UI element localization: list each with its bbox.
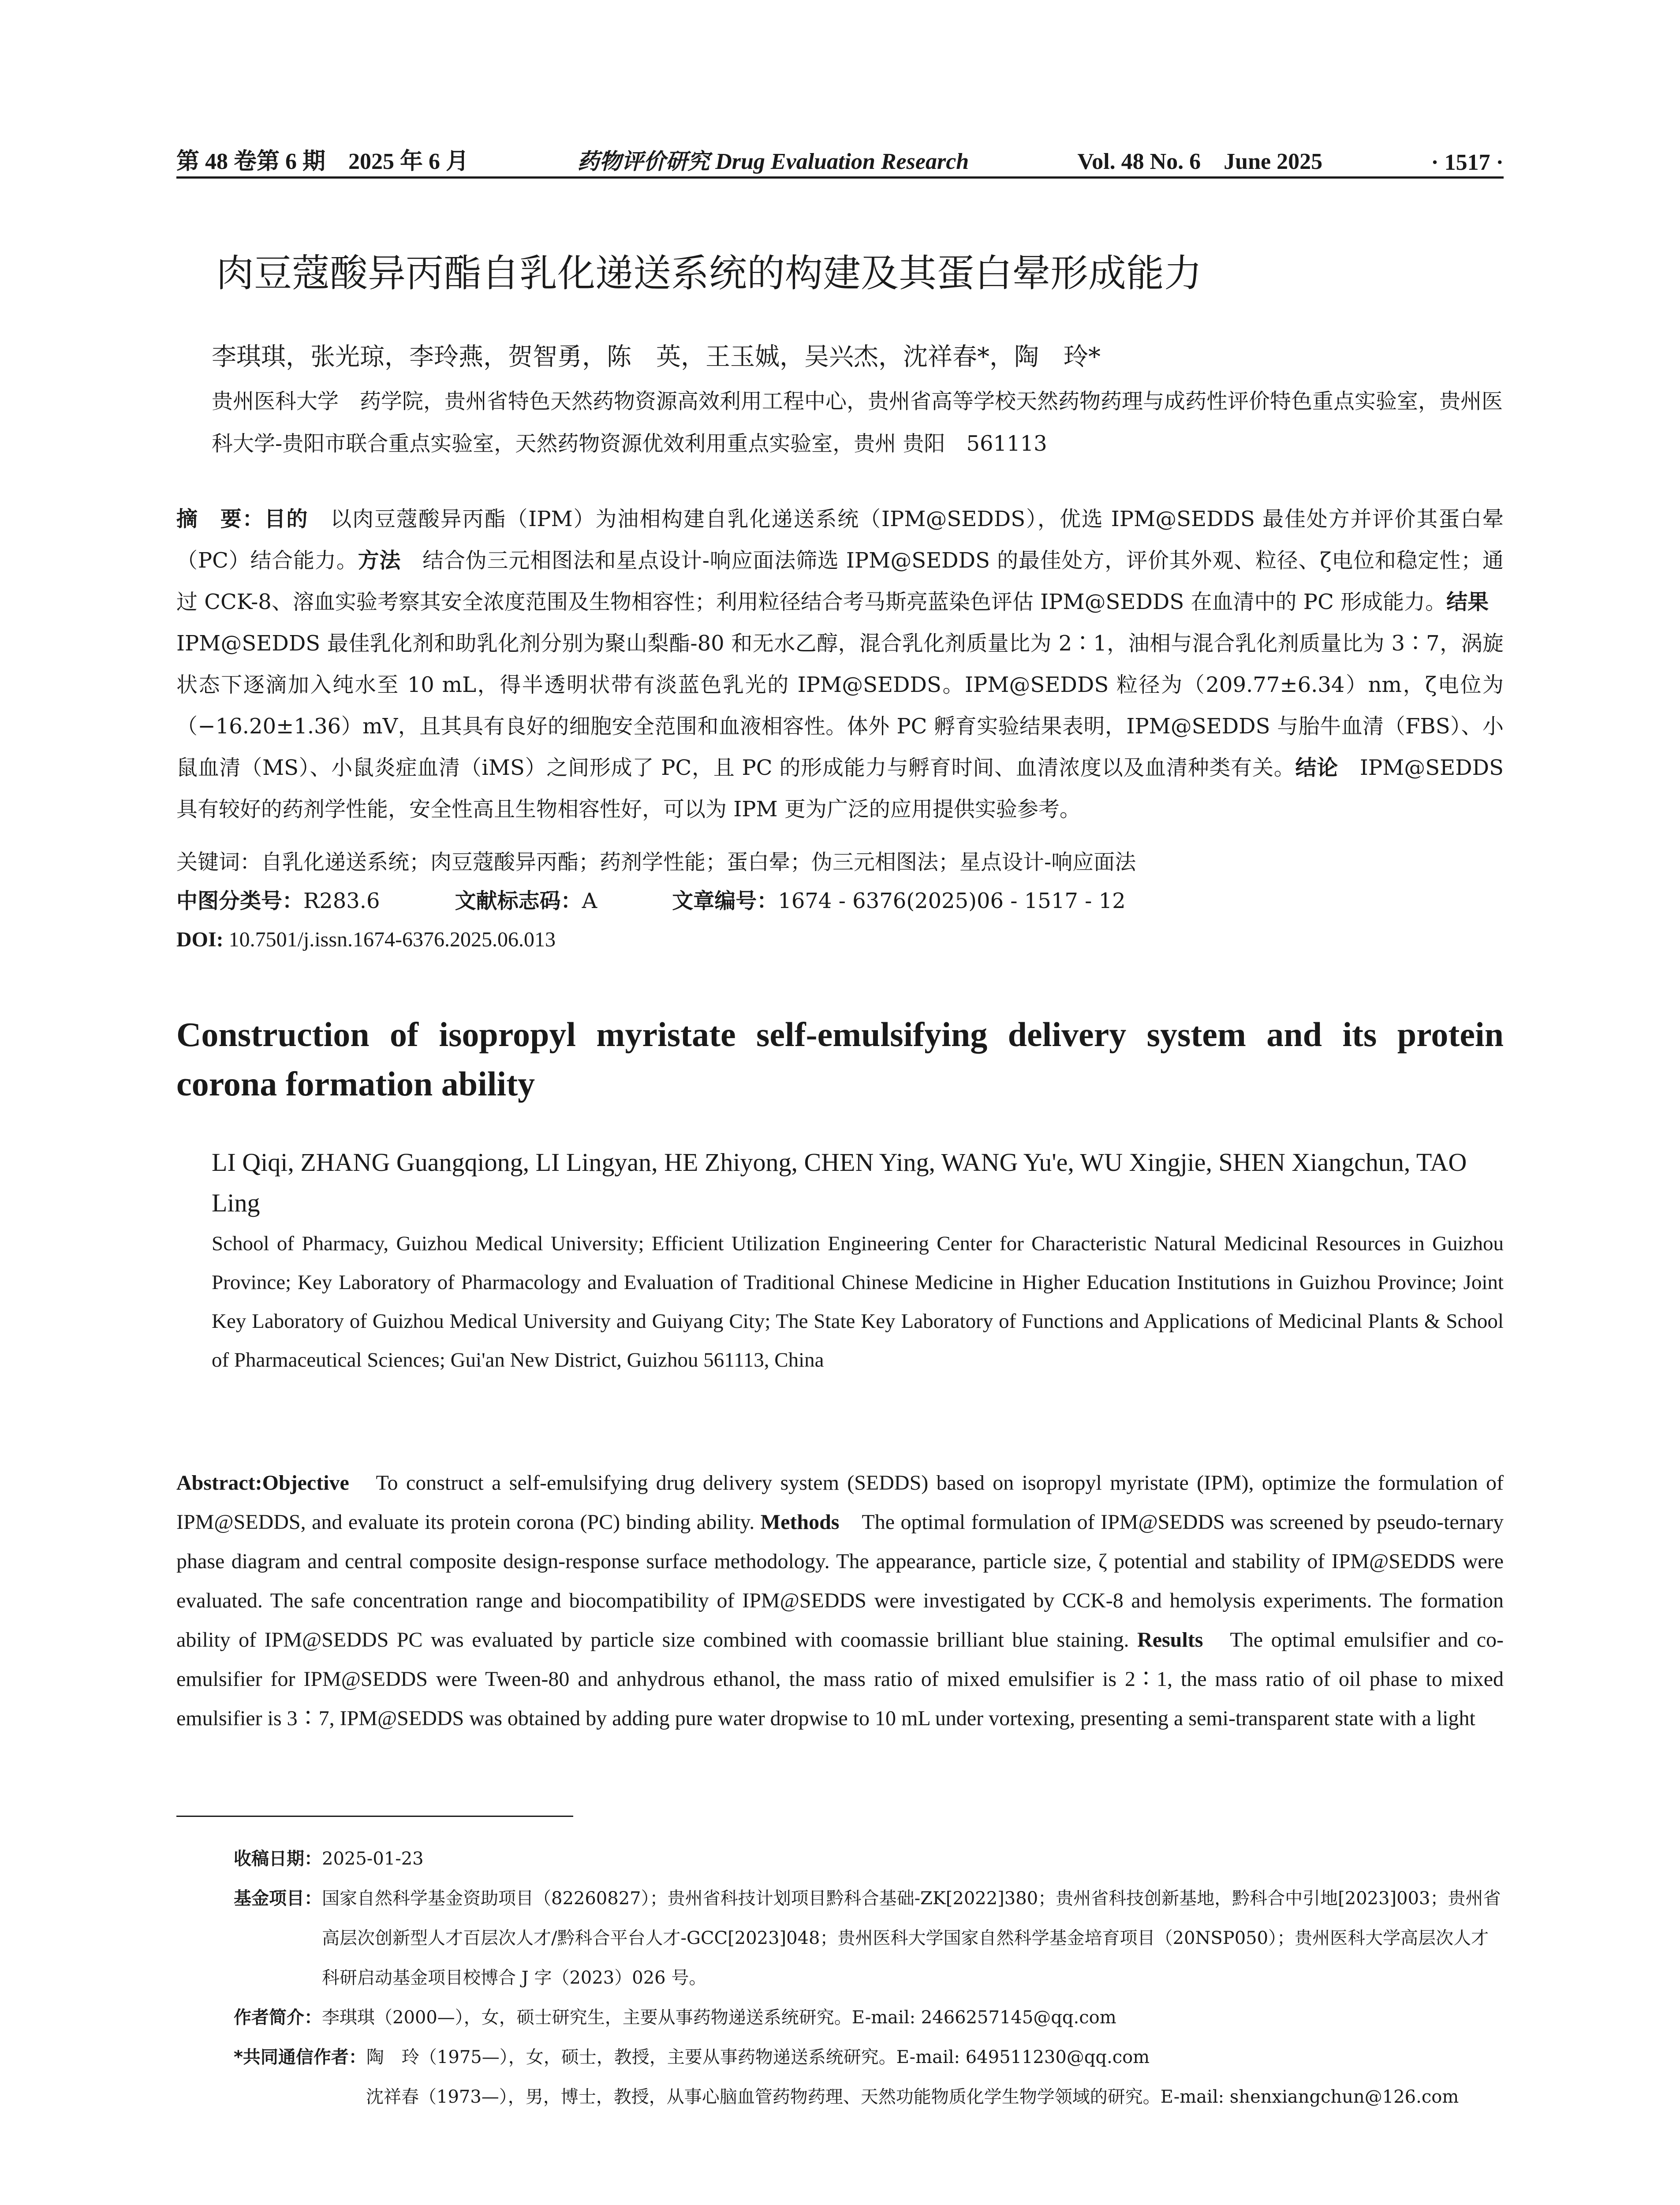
doi-label: DOI: xyxy=(176,928,224,951)
footnote-corresponding: *共同通信作者：陶 玲（1975—），女，硕士，教授，主要从事药物递送系统研究。E-mail: 649511230@qq.com xyxy=(234,2047,1150,2067)
methods-cn: 结合伪三元相图法和星点设计-响应面法筛选 IPM@SEDDS 的最佳处方，评价其外观、粒径、ζ电位和稳定性；通过 CCK-8、溶血实验考察其安全浓度范围及生物相容性；利用粒径结合考马斯亮蓝染色评估 IPM@SEDDS 在血清中的 PC 形成能力。 xyxy=(176,548,1504,614)
conclusion-label-cn: 结论 xyxy=(1295,755,1339,780)
footnote-author: 作者简介：李琪琪（2000—），女，硕士研究生，主要从事药物递送系统研究。E-mail: 2466257145@qq.com xyxy=(234,2007,1116,2028)
title-en: Construction of isopropyl myristate self-emulsifying delivery system and its protein corona formation ability xyxy=(176,1015,1504,1103)
abstract-en xyxy=(176,1463,1504,1738)
conclusion-cn: IPM@SEDDS 具有较好的药剂学性能，安全性高且生物相容性好，可以为 IPM 更为广泛的应用提供实验参考。 xyxy=(176,755,1504,822)
doc-code-value: A xyxy=(582,889,597,913)
footnote-received: 收稿日期：2025-01-23 xyxy=(234,1849,424,1869)
objective-en: To construct a self-emulsifying drug delivery system (SEDDS) based on isopropyl myristate (IPM), optimize the formulation of IPM@SEDDS, and evaluate its protein corona (PC) binding ability. xyxy=(176,1471,1504,1534)
affiliation-cn: 贵州医科大学 药学院，贵州省特色天然药物资源高效利用工程中心，贵州省高等学校天然药物药理与成药性评价特色重点实验室，贵州医科大学-贵阳市联合重点实验室，天然药物资源优效利用重点实验室，贵州 贵阳 561113 xyxy=(212,389,1503,456)
results-label-cn: 结果 xyxy=(1446,590,1489,614)
methods-en: The optimal formulation of IPM@SEDDS was screened by pseudo-ternary phase diagram and central composite design-response surface methodology. The appearance, particle size, ζ potential and stability of IPM@SEDDS were evaluated. The safe concentration range and biocompatibility of IPM@SEDDS were investigated by CCK-8 and hemolysis experiments. The formation ability of IPM@SEDDS PC was evaluated by particle size combined with coomassie brilliant blue staining. xyxy=(176,1510,1504,1652)
journal-name-en: Drug Evaluation Research xyxy=(715,149,969,174)
running-header xyxy=(176,140,1504,176)
results-label-en: Results xyxy=(1137,1628,1203,1652)
title-cn: 肉豆蔻酸异丙酯自乳化递送系统的构建及其蛋白晕形成能力 xyxy=(216,251,1202,295)
affiliation-en: School of Pharmacy, Guizhou Medical University; Efficient Utilization Engineering Center for Characteristic Natural Medicinal Resources in Guizhou Province; Key Laboratory of Pharmacology and Evaluation of Traditional Chinese Medicine in Higher Education Institutions in Guizhou Province; Joint Key Laboratory of Guizhou Medical University and Guiyang City; The State Key Laboratory of Functions and Applications of Medicinal Plants & School of Pharmaceutical Sciences; Gui'an New District, Guizhou 561113, China xyxy=(212,1232,1504,1372)
footnotes xyxy=(234,1839,1504,2117)
article-page xyxy=(176,0,1510,2205)
objective-cn: 以肉豆蔻酸异丙酯（IPM）为油相构建自乳化递送系统（IPM@SEDDS），优选 IPM@SEDDS 最佳处方并评价其蛋白晕（PC）结合能力。 xyxy=(176,507,1504,573)
methods-label-cn: 方法 xyxy=(358,548,401,573)
doc-code-label: 文献标志码： xyxy=(455,889,582,913)
doi-link[interactable]: 10.7501/j.issn.1674-6376.2025.06.013 xyxy=(223,928,556,951)
authors-en: LI Qiqi, ZHANG Guangqiong, LI Lingyan, HE Zhiyong, CHEN Ying, WANG Yu'e, WU Xingjie, SHEN Xiangchun, TAO Ling xyxy=(212,1148,1467,1217)
doi-line xyxy=(176,924,1504,955)
authors-cn: 李琪琪，张光琼，李玲燕，贺智勇，陈 英，王玉娍，吴兴杰，沈祥春*，陶 玲* xyxy=(212,343,1101,371)
journal-logo-cn: 药物评价研究 xyxy=(577,148,710,174)
clc-value: R283.6 xyxy=(303,889,380,913)
objective-label-en: Objective xyxy=(262,1471,349,1495)
footnote-fund: 基金项目：国家自然科学基金资助项目（82260827）；贵州省科技计划项目黔科合基础-ZK[2022]380；贵州省科技创新基地，黔科合中引地[2023]003；贵州省高层次创新型人才百层次人才/黔科合平台人才-GCC[2023]048；贵州医科大学国家自然科学基金培育项目（20NSP050）；贵州医科大学高层次人才科研启动基金项目校博合 J 字（2023）026 号。 xyxy=(234,1888,1501,1988)
abstract-cn xyxy=(176,498,1510,830)
keywords-cn: 关键词：自乳化递送系统；肉豆蔻酸异丙酯；药剂学性能；蛋白晕；伪三元相图法；星点设计-响应面法 xyxy=(176,850,1136,875)
issue-en: Vol. 48 No. 6 June 2025 xyxy=(1077,149,1323,174)
classification-line xyxy=(176,886,1504,916)
abstract-en-label: Abstract: xyxy=(176,1471,262,1495)
article-number-value: 1674 - 6376(2025)06 - 1517 - 12 xyxy=(778,889,1126,913)
issue-cn: 第 48 卷第 6 期 2025 年 6 月 xyxy=(176,149,469,174)
footnote-rule xyxy=(176,1816,573,1817)
results-en: The optimal emulsifier and co-emulsifier for IPM@SEDDS were Tween-80 and anhydrous ethanol, the mass ratio of mixed emulsifier is 2∶1, the mass ratio of oil phase to mixed emulsifier is 3∶7, IPM@SEDDS was obtained by adding pure water dropwise to 10 mL under vortexing, presenting a semi-transparent state with a light xyxy=(176,1628,1504,1730)
header-rule xyxy=(176,176,1504,179)
page-number: · 1517 · xyxy=(1431,150,1504,175)
results-cn: IPM@SEDDS 最佳乳化剂和助乳化剂分别为聚山梨酯-80 和无水乙醇，混合乳化剂质量比为 2∶1，油相与混合乳化剂质量比为 3∶7，涡旋状态下逐滴加入纯水至 10 mL，得半透明状带有淡蓝色乳光的 IPM@SEDDS。IPM@SEDDS 粒径为（209.77±6.34）nm，ζ电位为（−16.20±1.36）mV，且其具有良好的细胞安全范围和血液相容性。体外 PC 孵育实验结果表明，IPM@SEDDS 与胎牛血清（FBS）、小鼠血清（MS）、小鼠炎症血清（iMS）之间形成了 PC，且 PC 的形成能力与孵育时间、血清浓度以及血清种类有关。 xyxy=(176,590,1510,780)
footnote-corresponding-2: 沈祥春（1973—），男，博士，教授，从事心脑血管药物药理、天然功能物质化学生物学领域的研究。E-mail: shenxiangchun@126.com xyxy=(366,2087,1459,2107)
objective-label-cn: 目的 xyxy=(264,507,309,531)
abstract-cn-label: 摘 要： xyxy=(176,507,265,531)
methods-label-en: Methods xyxy=(760,1510,840,1534)
clc-label: 中图分类号： xyxy=(176,889,304,913)
article-number-label: 文章编号： xyxy=(672,889,778,913)
